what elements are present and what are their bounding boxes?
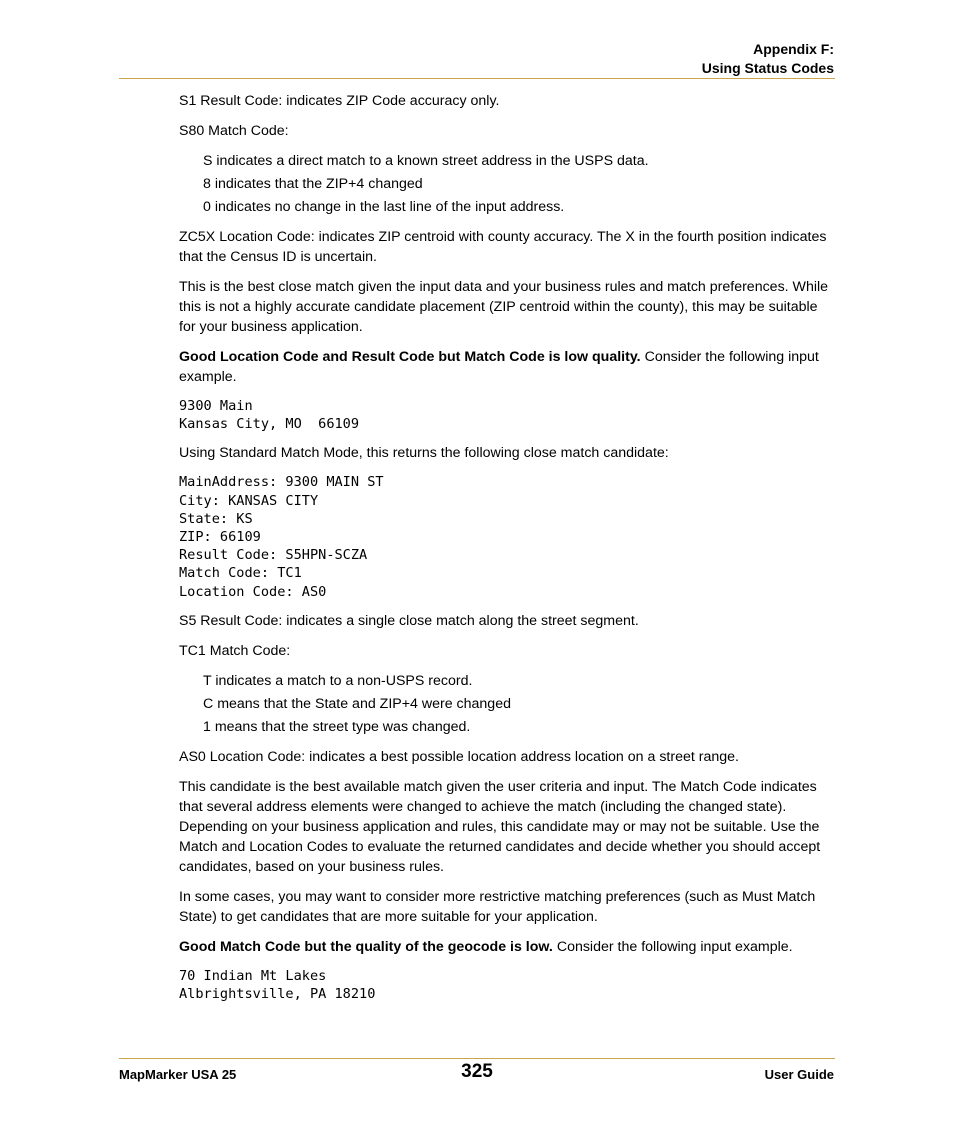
list-item: 0 indicates no change in the last line of the input address. — [203, 199, 565, 215]
list-item: 1 means that the street type was changed. — [203, 718, 471, 735]
list-item: T indicates a match to a non-USPS record. — [203, 672, 473, 689]
code-line: 9300 Main — [179, 398, 253, 414]
paragraph-text: Consider the following input example. — [179, 349, 819, 385]
code-example-input-2 — [179, 967, 835, 1003]
code-line: State: KS — [179, 510, 253, 527]
paragraph-restrictive-preferences: In some cases, you may want to consider more restrictive matching preferences (such as Must Match State) to get candidates that are more suitable for your application. — [179, 888, 816, 925]
code-line: Location Code: AS0 — [179, 583, 327, 600]
paragraph-s1-result-code: S1 Result Code: indicates ZIP Code accuracy only. — [179, 93, 500, 109]
header-rule — [119, 78, 835, 79]
footer-page-number: 325 — [461, 1061, 493, 1082]
page-header — [702, 40, 834, 78]
paragraph-standard-match-mode: Using Standard Match Mode, this returns the following close match candidate: — [179, 445, 669, 462]
code-example-input-1 — [179, 397, 835, 433]
paragraph-candidate-evaluation: This candidate is the best available match given the user criteria and input. The Match Code indicates that several address elements were changed to achieve the match (including the changed state). Depending on your business application and rules, this candidate may or may not be suitable. Use the Match and Location Codes to evaluate the returned candidates and decide whether you should accept candidates, based on your business rules. — [179, 778, 821, 875]
footer-product-name: MapMarker USA 25 — [119, 1067, 237, 1082]
code-line: 70 Indian Mt Lakes — [179, 967, 327, 984]
code-line: ZIP: 66109 — [179, 529, 261, 546]
code-line: Result Code: S5HPN-SCZA — [179, 547, 368, 564]
bold-lead-in: Good Match Code but the quality of the geocode is low. — [179, 938, 553, 955]
tc1-code-list — [179, 671, 835, 737]
code-line: Albrightsville, PA 18210 — [179, 986, 376, 1003]
code-line: Kansas City, MO 66109 — [179, 416, 360, 433]
footer-rule — [119, 1058, 835, 1059]
page-content — [179, 91, 835, 1013]
code-example-candidate — [179, 473, 835, 600]
s80-code-list — [179, 151, 835, 217]
paragraph-s80-match-code: S80 Match Code: — [179, 123, 289, 139]
code-line: Match Code: TC1 — [179, 565, 302, 582]
paragraph-text: Consider the following input example. — [552, 938, 793, 955]
footer-document-type: User Guide — [764, 1067, 834, 1082]
paragraph-good-match-code — [179, 937, 835, 957]
header-section-title: Using Status Codes — [701, 60, 834, 76]
header-appendix-label: Appendix F: — [753, 41, 834, 57]
paragraph-s5-result-code: S5 Result Code: indicates a single close match along the street segment. — [179, 612, 639, 629]
paragraph-best-close-match: This is the best close match given the input data and your business rules and match preferences. While this is not a highly accurate candidate placement (ZIP centroid within the county), this may be suitable for your business application. — [179, 279, 829, 335]
list-item: S indicates a direct match to a known street address in the USPS data. — [203, 153, 649, 169]
code-line: MainAddress: 9300 MAIN ST — [179, 474, 384, 491]
code-line: City: KANSAS CITY — [179, 492, 319, 509]
paragraph-zc5x-location-code: ZC5X Location Code: indicates ZIP centroid with county accuracy. The X in the fourth position indicates that the Census ID is uncertain. — [179, 229, 827, 265]
paragraph-tc1-match-code: TC1 Match Code: — [179, 642, 291, 659]
list-item: 8 indicates that the ZIP+4 changed — [203, 176, 423, 192]
list-item: C means that the State and ZIP+4 were changed — [203, 695, 511, 712]
bold-lead-in: Good Location Code and Result Code but Match Code is low quality. — [179, 349, 641, 365]
paragraph-good-location-code — [179, 347, 835, 387]
paragraph-as0-location-code: AS0 Location Code: indicates a best possible location address location on a street range. — [179, 748, 739, 765]
